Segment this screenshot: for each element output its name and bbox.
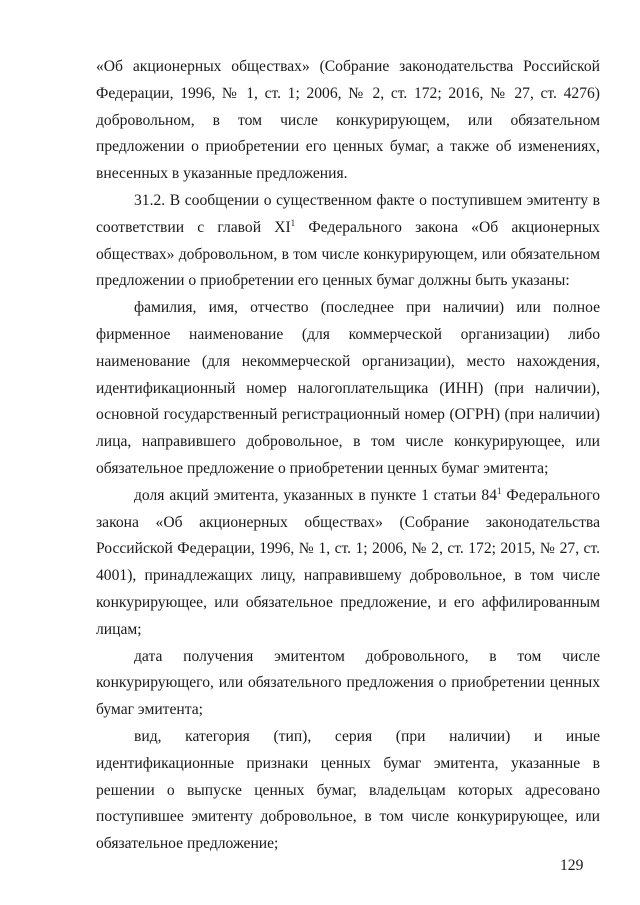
page-number: 129 xyxy=(560,857,584,874)
paragraph xyxy=(96,724,600,858)
paragraph-text: фамилия, имя, отчество (последнее при наличии) или полное фирменное наименование (для коммерческой организации) либо наименование (для некоммерческой организации), место нахождения, идентификационный номер налогоплательщика (ИНН) (при наличии), основной государственный регистрационный номер (ОГРН) (при наличии) лица, направившего добровольное, в том числе конкурирующее, или обязательное предложение о приобретении ценных бумаг эмитента; xyxy=(96,299,600,477)
paragraph-text: «Об акционерных обществах» (Собрание законодательства Российской Федерации, 1996, № 1, ст. 1; 2006, № 2, ст. 172; 2016, № 27, ст. 4276) добровольном, в том числе конкурирующем, или обязательном предложении о приобретении его ценных бумаг, а также об изменениях, внесенных в указанные предложения. xyxy=(96,58,600,183)
paragraph-text: дата получения эмитентом добровольного, в том числе конкурирующего, или обязательного предложения о приобретении ценных бумаг эмитента; xyxy=(96,647,600,719)
paragraph-text: доля акций эмитента, указанных в пункте 1 статьи 84 xyxy=(134,486,498,504)
paragraph xyxy=(96,188,600,295)
paragraph-text: Федерального закона «Об акционерных обществах» добровольном, в том числе конкурирующем, или обязательном предложении о приобретении его ценных бумаг должны быть указаны: xyxy=(96,218,600,290)
paragraph xyxy=(96,295,600,483)
paragraph-text: Федерального закона «Об акционерных обществах» (Собрание законодательства Российской Федерации, 1996, № 1, ст. 1; 2006, № 2, ст. 172; 2015, № 27, ст. 4001), принадлежащих лицу, направившему добровольное, в том числе конкурирующее, или обязательное предложение, и его аффилированным лицам; xyxy=(96,486,600,638)
paragraph-text: 31.2. В сообщении о существенном факте о поступившем эмитенту в соответствии с главой XI xyxy=(96,191,600,236)
paragraph-text: вид, категория (тип), серия (при наличии) и иные идентификационные признаки ценных бумаг эмитента, указанные в решении о выпуске ценных бумаг, владельцам которых адресовано поступившее эмитенту добровольное, в том числе конкурирующее, или обязательное предложение; xyxy=(96,727,600,853)
superscript: 1 xyxy=(290,217,296,228)
superscript: 1 xyxy=(497,485,502,496)
paragraph xyxy=(96,644,600,724)
paragraph xyxy=(96,483,600,644)
document-body xyxy=(96,54,600,858)
paragraph xyxy=(96,54,600,188)
